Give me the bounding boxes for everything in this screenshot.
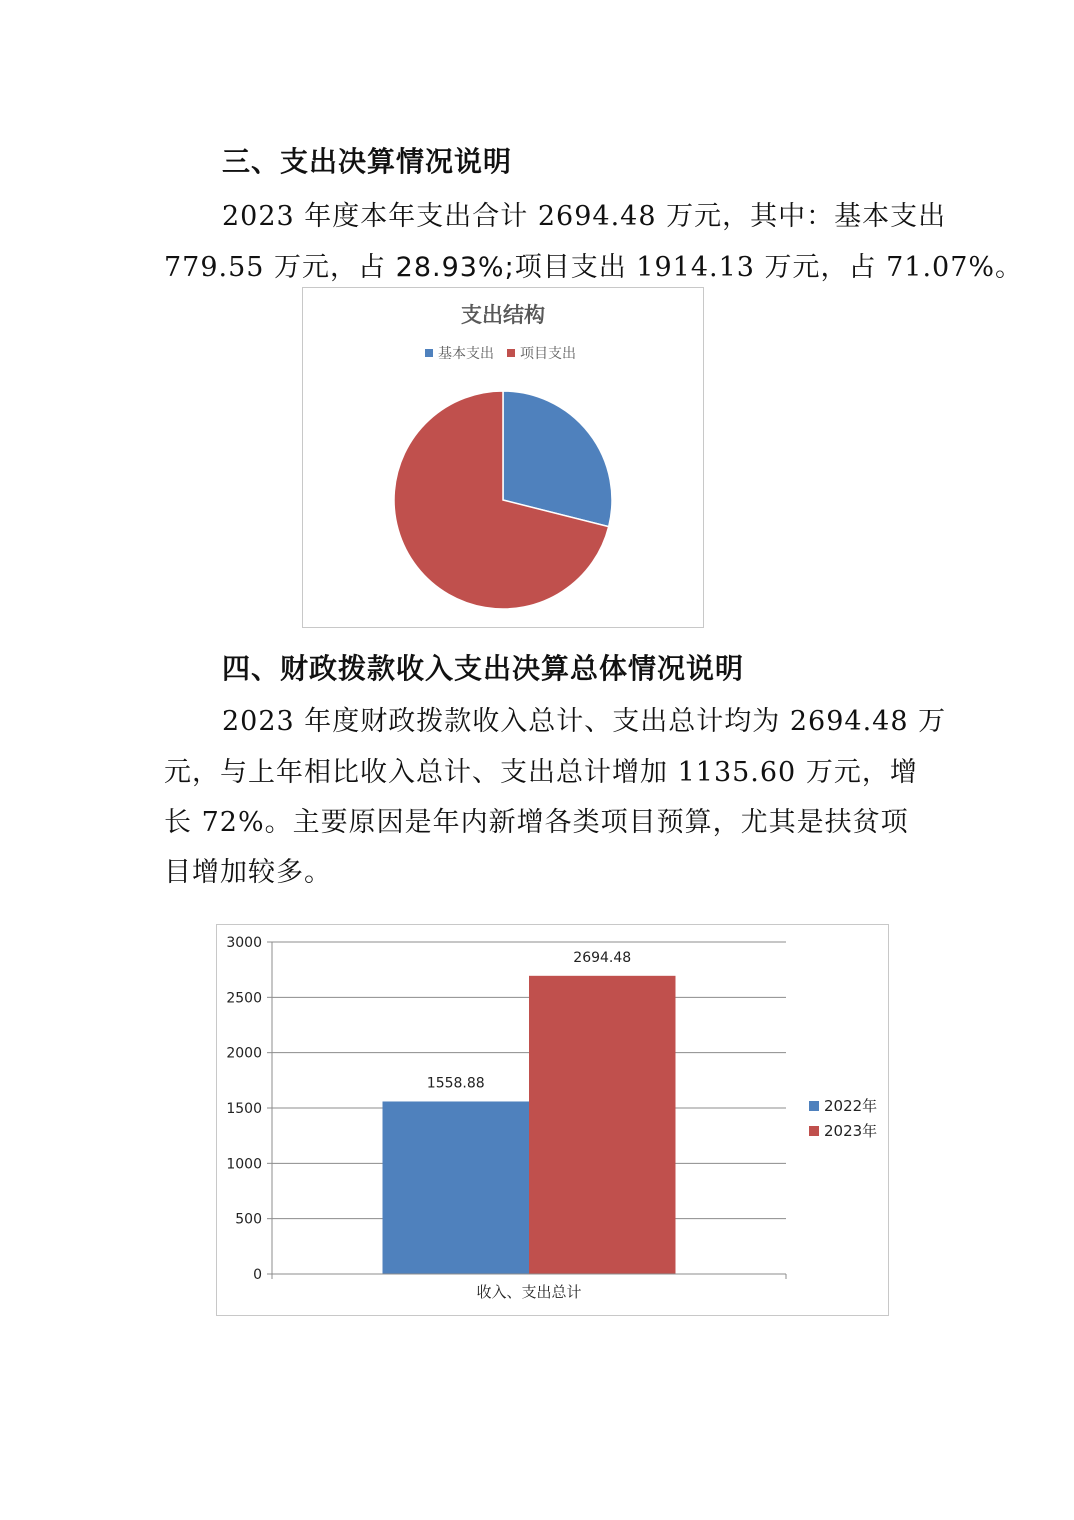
bar-chart-bars bbox=[383, 976, 676, 1274]
bar-legend-swatch-1 bbox=[809, 1126, 819, 1136]
pie-chart-slices bbox=[394, 391, 612, 609]
expenditure-pie-chart bbox=[302, 287, 704, 628]
bar-ytick-label-6: 3000 bbox=[226, 935, 262, 951]
bar-chart-svg bbox=[217, 925, 888, 1315]
bar-data-label-0-0: 1558.88 bbox=[426, 1075, 485, 1092]
bar-chart-y-axis bbox=[226, 935, 272, 1283]
bar-ytick-label-0: 0 bbox=[253, 1267, 262, 1283]
pie-legend-swatch-1 bbox=[507, 349, 515, 357]
section3-heading: 三、支出决算情况说明 bbox=[222, 145, 513, 178]
section4-paragraph-line2: 元，与上年相比收入总计、支出总计增加 1135.60 万元，增 bbox=[164, 757, 918, 788]
pie-legend-label-1: 项目支出 bbox=[520, 346, 576, 362]
section4-paragraph-line4: 目增加较多。 bbox=[164, 857, 332, 888]
section3-paragraph-line2 bbox=[164, 245, 1023, 284]
bar-category-label-0: 收入、支出总计 bbox=[476, 1283, 582, 1301]
section3-percent-basic: 28.93%; bbox=[395, 252, 515, 283]
bar-ytick-label-4: 2000 bbox=[226, 1045, 262, 1062]
section4-paragraph-line1: 2023 年度财政拨款收入总计、支出总计均为 2694.48 万 bbox=[222, 706, 947, 737]
bar-legend-label-0: 2022年 bbox=[824, 1097, 878, 1115]
pie-chart-legend bbox=[425, 345, 576, 362]
bar-0-1 bbox=[529, 976, 675, 1274]
section4-paragraph-line3: 长 72%。主要原因是年内新增各类项目预算，尤其是扶贫项 bbox=[164, 807, 909, 838]
pie-legend-swatch-0 bbox=[425, 349, 433, 357]
pie-legend-label-0: 基本支出 bbox=[438, 346, 494, 362]
bar-ytick-label-3: 1500 bbox=[226, 1101, 262, 1117]
bar-chart-x-axis bbox=[272, 1274, 786, 1301]
bar-chart-legend bbox=[809, 1097, 877, 1140]
section4-heading: 四、财政拨款收入支出决算总体情况说明 bbox=[222, 652, 745, 685]
section3-text-a: 779.55 万元，占 bbox=[164, 252, 396, 283]
pie-chart-title: 支出结构 bbox=[461, 303, 545, 327]
section3-text-c: 项目支出 1914.13 万元，占 71.07%。 bbox=[514, 252, 1024, 283]
bar-data-label-0-1: 2694.48 bbox=[573, 949, 632, 966]
section3-paragraph-line1: 2023 年度本年支出合计 2694.48 万元，其中：基本支出 bbox=[222, 201, 947, 232]
bar-ytick-label-1: 500 bbox=[235, 1211, 262, 1228]
bar-0-0 bbox=[383, 1101, 529, 1274]
income-expense-bar-chart bbox=[216, 924, 889, 1316]
pie-chart-svg bbox=[303, 288, 703, 627]
bar-legend-label-1: 2023年 bbox=[824, 1122, 878, 1140]
bar-ytick-label-2: 1000 bbox=[226, 1156, 262, 1173]
bar-legend-swatch-0 bbox=[809, 1101, 819, 1111]
bar-ytick-label-5: 2500 bbox=[226, 990, 262, 1007]
